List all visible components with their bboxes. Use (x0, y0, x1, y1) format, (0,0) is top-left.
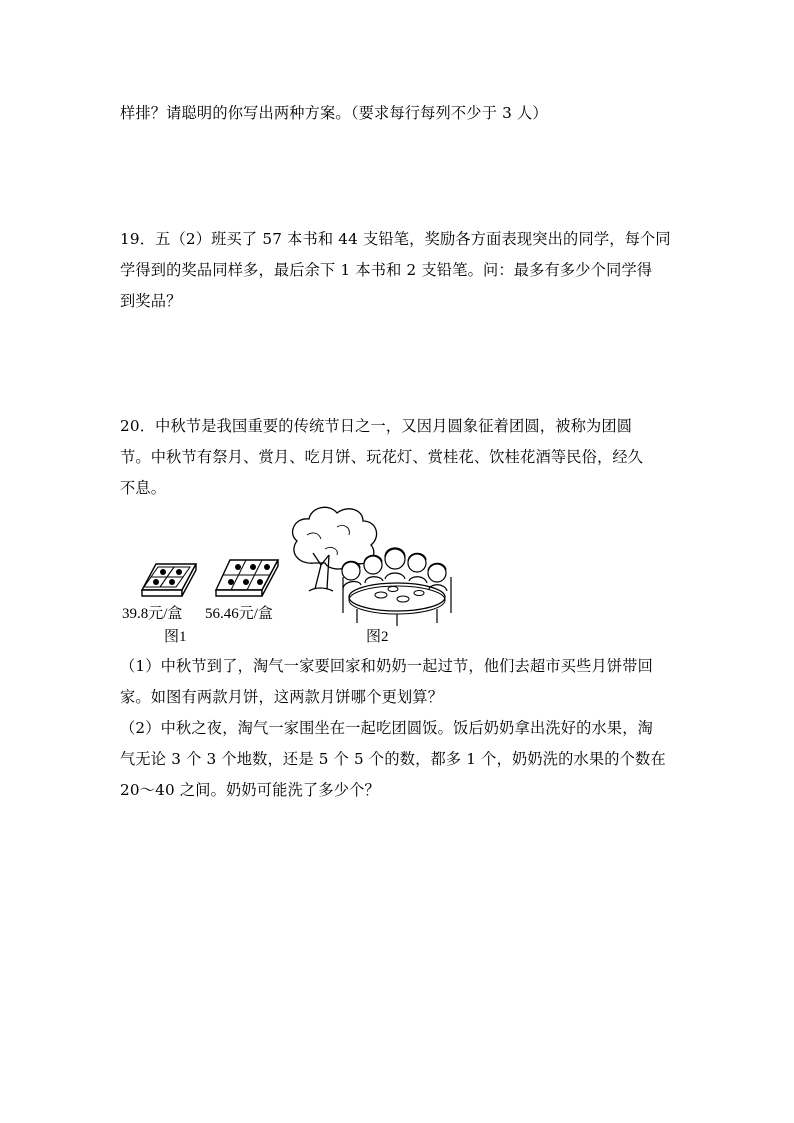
question-19-line-1: 19．五（2）班买了 57 本书和 44 支铅笔，奖励各方面表现突出的同学，每个同 (120, 230, 671, 248)
mooncake-box-6-icon (214, 558, 280, 600)
question-20-part-2-line-1: （2）中秋之夜，淘气一家围坐在一起吃团圆饭。饭后奶奶拿出洗好的水果，淘 (120, 719, 654, 737)
question-20-part-1-line-1: （1）中秋节到了，淘气一家要回家和奶奶一起过节，他们去超市买些月饼带回 (120, 657, 654, 675)
box-1-price: 39.8元/盒 (122, 606, 183, 622)
question-18-tail: 样排？请聪明的你写出两种方案。（要求每行每列不少于 3 人） (120, 104, 548, 122)
question-20-intro-line-1: 20．中秋节是我国重要的传统节日之一，又因月圆象征着团圆，被称为团圆 (120, 417, 633, 435)
family-dinner-illustration (285, 505, 457, 627)
question-20-part-2-line-2: 气无论 3 个 3 个地数，还是 5 个 5 个的数，都多 1 个，奶奶洗的水果的个数在 (120, 750, 666, 768)
figure-2-caption: 图2 (366, 629, 389, 645)
question-20-intro-line-3: 不息。 (120, 479, 167, 497)
mooncake-box-4-icon (140, 562, 198, 600)
box-2-price: 56.46元/盒 (205, 606, 273, 622)
question-20-intro-line-2: 节。中秋节有祭月、赏月、吃月饼、玩花灯、赏桂花、饮桂花酒等民俗，经久 (120, 448, 644, 466)
question-19-line-3: 到奖品？ (120, 292, 182, 310)
figure-1-caption: 图1 (164, 629, 187, 645)
question-20-part-1-line-2: 家。如图有两款月饼，这两款月饼哪个更划算？ (120, 688, 444, 706)
question-19-line-2: 学得到的奖品同样多，最后余下 1 本书和 2 支铅笔。问：最多有多少个同学得 (120, 261, 653, 279)
question-20-part-2-line-3: 20～40 之间。奶奶可能洗了多少个？ (120, 781, 380, 799)
